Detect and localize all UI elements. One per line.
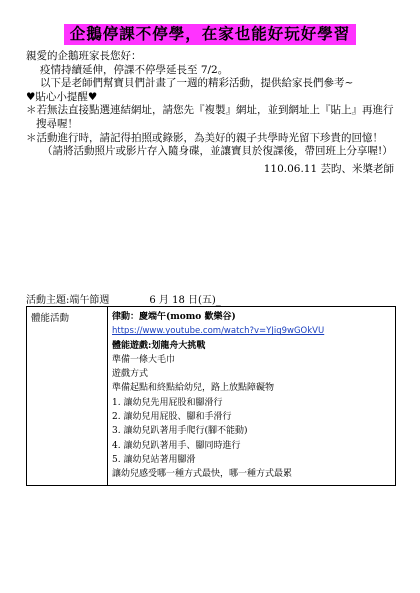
greeting: 親愛的企鵝班家長您好： — [26, 50, 142, 62]
step-item: 5. 讓幼兒站著用腳滑 — [112, 454, 196, 465]
letter-body — [26, 50, 396, 176]
reminder-1: ＊若無法直接點選連結網址，請您先『複製』網址，並到網址上『貼上』再進行搜尋喔！ — [26, 104, 394, 130]
reminder-2: ＊活動進行時，請記得拍照或錄影，為美好的親子共學時光留下珍貴的回憶！ — [26, 131, 383, 144]
method-title: 遊戲方式 — [112, 369, 149, 380]
step-item: 1. 讓幼兒先用屁股和腳滑行 — [112, 397, 223, 408]
page-title: 企鵝停課不停學，在家也能好玩好學習 — [64, 24, 357, 45]
activity-date: 6 月 18 日(五)_ — [149, 295, 221, 306]
title-banner — [0, 24, 420, 45]
rhythm-video-link[interactable]: https://www.youtube.com/watch?v=YJiq9wGOkVU — [112, 326, 325, 337]
letter-line-2: 以下是老師們幫寶貝們計畫了一週的精彩活動，提供給家長們參考~ — [40, 77, 354, 90]
step-item: 4. 讓幼兒趴著用手、腳同時進行 — [112, 440, 241, 451]
activity-content — [108, 307, 396, 486]
signature: 110.06.11 芸昀、米槳老師 — [263, 162, 394, 175]
setup-text: 準備起點和終點給幼兒，路上放點障礙物 — [112, 383, 275, 394]
game-title: 體能遊戲:划龍舟大挑戰 — [112, 340, 206, 351]
activity-category: 體能活動 — [27, 307, 108, 486]
activity-theme: 活動主題:端午節週 — [26, 295, 110, 306]
reminder-3: （請將活動照片或影片存入隨身碟，並讓寶貝於復課後，帶回班上分享喔!） — [42, 145, 393, 158]
prep-text: 準備一條大毛巾 — [112, 354, 176, 365]
rhythm-title: 律動：慶端午(momo 歡樂谷) — [112, 312, 236, 322]
table-row — [27, 307, 396, 486]
closing-text: 讓幼兒感受哪一種方式最快，哪一種方式最累 — [112, 469, 293, 480]
activity-table — [26, 306, 396, 486]
step-item: 3. 讓幼兒趴著用手爬行(腳不能動) — [112, 426, 248, 437]
reminder-title: ♥貼心小提醒♥ — [26, 90, 98, 103]
activity-meta — [26, 291, 221, 306]
letter-line-1: 疫情持續延伸，停課不停學延長至 7/2。 — [40, 63, 229, 76]
step-item: 2. 讓幼兒用屁股、腳和手滑行 — [112, 412, 232, 423]
